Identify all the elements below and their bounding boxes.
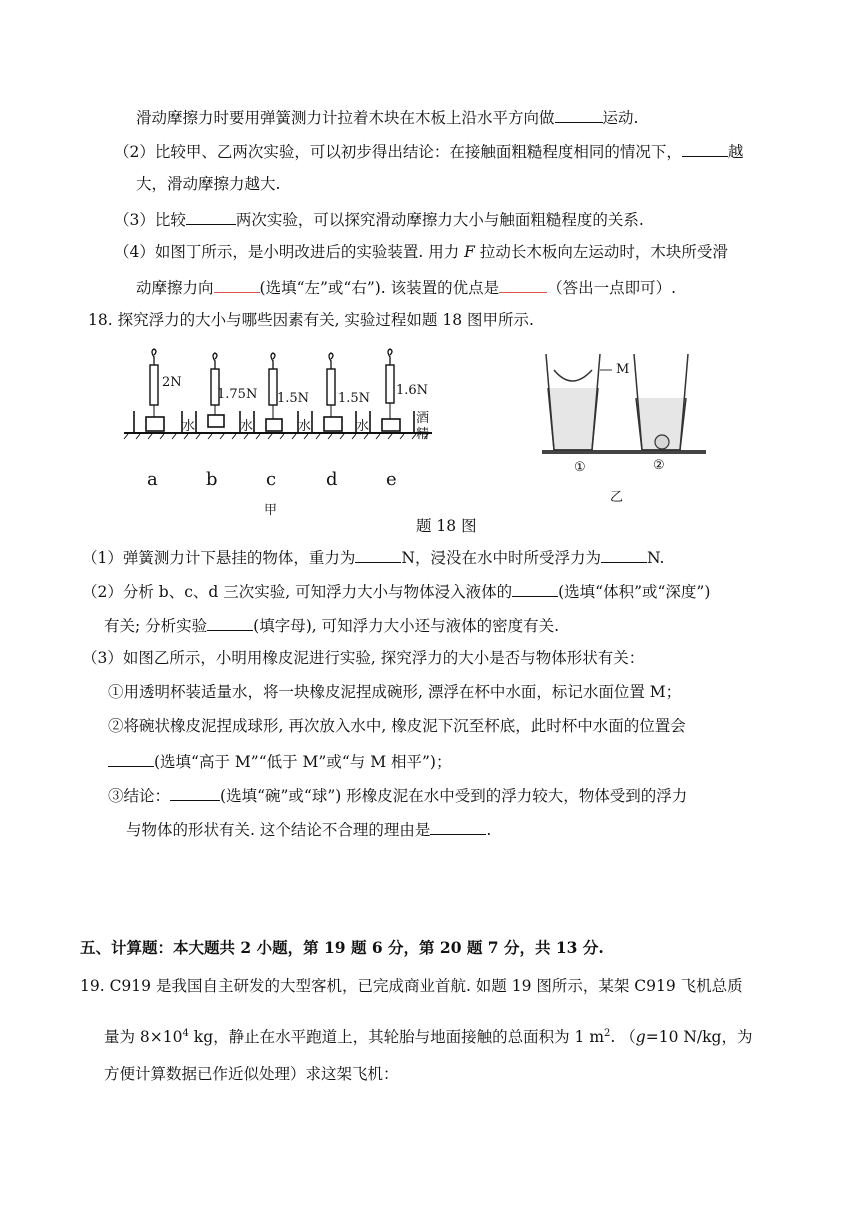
- answer-blank[interactable]: [430, 818, 486, 835]
- q18-step3-cont: [126, 818, 491, 840]
- figure-jia: [120, 345, 440, 520]
- q18-step3: [108, 784, 687, 806]
- answer-blank[interactable]: [512, 580, 558, 597]
- figure-caption: 题 18 图: [416, 517, 477, 535]
- section-heading: 五、计算题：本大题共 2 小题，第 19 题 6 分，第 20 题 7 分，共 13 分.: [80, 938, 604, 957]
- q18-step1: ①用透明杯装适量水，将一块橡皮泥捏成碗形, 漂浮在杯中水面，标记水面位置 M；: [108, 683, 682, 701]
- text: （1）弹簧测力计下悬挂的物体，重力为: [82, 549, 356, 567]
- q18-step2: ②将碗状橡皮泥捏成球形, 再次放入水中, 橡皮泥下沉至杯底，此时杯中水面的位置会: [108, 717, 686, 735]
- text: （3）比较: [114, 211, 186, 229]
- text: =10 N/kg，为: [645, 1028, 753, 1047]
- text: (填字母), 可知浮力大小还与液体的密度有关.: [253, 617, 560, 635]
- q18-part2: [82, 580, 710, 602]
- force-symbol: F: [464, 243, 475, 261]
- figure-yi: [540, 348, 710, 503]
- q17-part2-cont: 大，滑动摩擦力越大.: [136, 175, 281, 193]
- text: 量为 8×10: [104, 1028, 183, 1047]
- text: kg，静止在水平跑道上，其轮胎与地面接触的总面积为 1 m: [188, 1028, 605, 1047]
- text: 动摩擦力向: [136, 279, 214, 297]
- liquid-label-alcohol-2: 精: [416, 427, 430, 442]
- reading-a: 2N: [162, 375, 182, 390]
- text: (选填“左”或“右”). 该装置的优点是: [259, 279, 500, 297]
- answer-blank[interactable]: [170, 784, 220, 801]
- q18-step2-cont: [108, 750, 451, 772]
- text: (选填“高于 M”“低于 M”或“与 M 相平”)；: [154, 753, 452, 771]
- answer-blank[interactable]: [601, 546, 647, 563]
- cup-label-1: ①: [574, 460, 586, 475]
- q18-part1: [82, 546, 664, 568]
- q17-continuation-line: [136, 106, 638, 128]
- liquid-label-alcohol-1: 酒: [416, 411, 430, 426]
- answer-blank[interactable]: [214, 276, 260, 293]
- answer-blank[interactable]: [555, 106, 603, 123]
- q18-stem: 18. 探究浮力的大小与哪些因素有关, 实验过程如题 18 图甲所示.: [88, 311, 534, 329]
- q19-line2: [104, 1024, 752, 1047]
- letter-c: c: [266, 469, 277, 490]
- text: （答出一点即可）.: [547, 279, 677, 297]
- text: 运动.: [602, 109, 639, 127]
- q17-part4: [114, 242, 728, 262]
- text: N，浸没在水中时所受浮力为: [401, 549, 601, 567]
- text: (选填“碗”或“球”) 形橡皮泥在水中受到的浮力较大，物体受到的浮力: [220, 787, 688, 805]
- text: 两次实验，可以探究滑动摩擦力大小与触面粗糙程度的关系.: [235, 211, 644, 229]
- answer-blank[interactable]: [499, 276, 547, 293]
- answer-blank[interactable]: [186, 208, 236, 225]
- answer-blank[interactable]: [682, 140, 728, 157]
- liquid-label-water: 水: [240, 419, 254, 434]
- text: 与物体的形状有关. 这个结论不合理的理由是: [126, 821, 431, 839]
- reading-b: 1.75N: [217, 387, 258, 402]
- q17-part4-cont: [136, 276, 676, 298]
- liquid-label-water: 水: [298, 419, 312, 434]
- q17-part2: [114, 140, 743, 162]
- text: N.: [646, 549, 665, 567]
- text: （2）分析 b、c、d 三次实验, 可知浮力大小与物体浸入液体的: [82, 583, 513, 601]
- q19-line1: 19. C919 是我国自主研发的大型客机，已完成商业首航. 如题 19 图所示，某架 C919 飞机总质: [80, 977, 743, 995]
- text: 拉动长木板向左运动时，木块所受滑: [474, 243, 728, 261]
- q18-part2-cont: [104, 614, 559, 636]
- text: （2）比较甲、乙两次实验，可以初步得出结论：在接触面粗糙程度相同的情况下，: [114, 143, 682, 161]
- q17-part3: [114, 208, 644, 230]
- answer-blank[interactable]: [207, 614, 253, 631]
- text: .: [486, 821, 492, 839]
- figure-label-yi: 乙: [610, 490, 624, 505]
- text: ③结论：: [108, 787, 171, 805]
- liquid-label-water: 水: [182, 419, 196, 434]
- water-level-label: M: [616, 362, 630, 377]
- letter-d: d: [326, 469, 338, 490]
- figure-label-jia: 甲: [264, 503, 278, 518]
- text: . （: [610, 1028, 636, 1047]
- reading-d: 1.5N: [338, 391, 371, 406]
- g-symbol: g: [635, 1028, 646, 1047]
- text: （4）如图丁所示，是小明改进后的实验装置. 用力: [114, 243, 465, 261]
- letter-e: e: [386, 469, 397, 490]
- answer-blank[interactable]: [108, 750, 154, 767]
- reading-e: 1.6N: [396, 383, 429, 398]
- q18-part3: （3）如图乙所示，小明用橡皮泥进行实验, 探究浮力的大小是否与物体形状有关：: [82, 649, 645, 667]
- liquid-label-water: 水: [356, 419, 370, 434]
- exponent: 4: [182, 1028, 189, 1039]
- q19-line3: 方便计算数据已作近似处理）求这架飞机：: [104, 1065, 399, 1083]
- answer-blank[interactable]: [355, 546, 401, 563]
- text: 滑动摩擦力时要用弹簧测力计拉着木块在木板上沿水平方向做: [136, 109, 555, 127]
- text: 越: [727, 143, 744, 161]
- text: 有关; 分析实验: [104, 617, 208, 635]
- reading-c: 1.5N: [277, 391, 310, 406]
- exponent: 2: [604, 1028, 611, 1039]
- letter-a: a: [147, 469, 158, 490]
- cup-label-2: ②: [653, 458, 665, 473]
- text: (选填“体积”或“深度”): [558, 583, 711, 601]
- letter-b: b: [206, 469, 218, 490]
